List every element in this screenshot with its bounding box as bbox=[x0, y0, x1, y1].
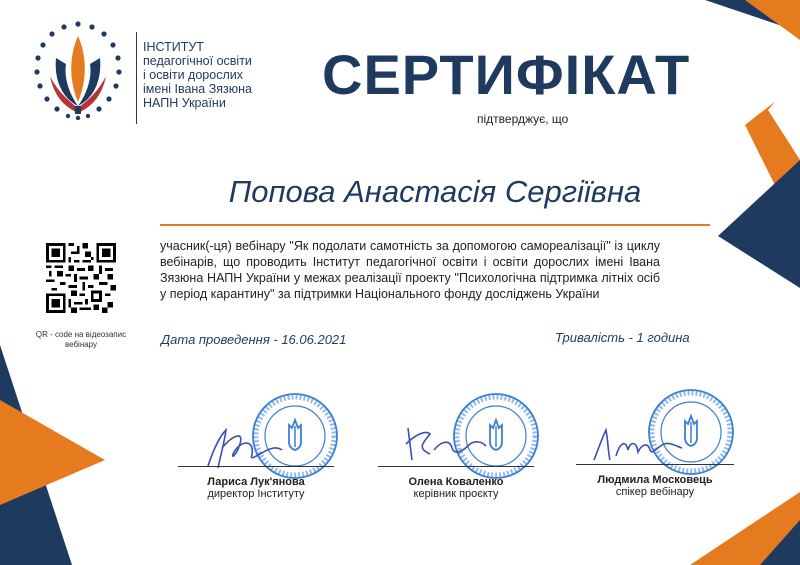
signature-line bbox=[178, 466, 334, 467]
signer-name: Олена Коваленко bbox=[408, 476, 504, 488]
signature-line bbox=[378, 466, 534, 467]
qr-caption: QR - code на відеозапис вебінару bbox=[35, 330, 127, 349]
signature-3 bbox=[588, 420, 688, 465]
institute-name bbox=[143, 40, 252, 110]
event-duration: Тривалість - 1 година bbox=[555, 330, 690, 345]
signer-name: Людмила Московець bbox=[597, 474, 713, 486]
recipient-name: Попова Анастасія Сергіївна bbox=[228, 174, 642, 209]
institute-logo bbox=[28, 18, 128, 128]
institute-line: педагогічної освіти bbox=[143, 54, 252, 68]
institute-line: імені Івана Зязюна bbox=[143, 82, 253, 96]
signer-role: директор Інституту bbox=[207, 488, 305, 500]
signer-1 bbox=[178, 476, 334, 500]
signature-2 bbox=[400, 420, 490, 465]
institute-line: НАПН України bbox=[143, 96, 226, 110]
institute-divider bbox=[136, 32, 137, 124]
qr-code[interactable] bbox=[46, 243, 116, 313]
signer-role: спікер вебінару bbox=[615, 486, 695, 498]
institute-line: і освіти дорослих bbox=[143, 68, 243, 82]
institute-line: ІНСТИТУТ bbox=[143, 40, 204, 54]
signature-1 bbox=[200, 418, 290, 473]
certificate-body: учасник(-ця) вебінару "Як подолати самотність за допомогою самореалізації" із циклу вебінарів, що проводить Інститут педагогічної освіти і освіти дорослих імені Івана Зязюна НАПН України у межах реалізації проекту "Психологічна підтримка літніх осіб у період карантину" за підтримки Національного фонду досліджень України bbox=[160, 239, 660, 301]
event-date: Дата проведення - 16.06.2021 bbox=[161, 332, 347, 347]
signer-name: Лариса Лук'янова bbox=[207, 476, 305, 488]
signer-role: керівник проєкту bbox=[413, 488, 499, 500]
signer-3 bbox=[576, 474, 734, 498]
signer-2 bbox=[378, 476, 534, 500]
confirms-text: підтверджує, що bbox=[477, 112, 569, 126]
recipient-underline bbox=[160, 224, 710, 226]
certificate-title: СЕРТИФІКАТ bbox=[322, 43, 691, 106]
signature-line bbox=[576, 464, 734, 465]
